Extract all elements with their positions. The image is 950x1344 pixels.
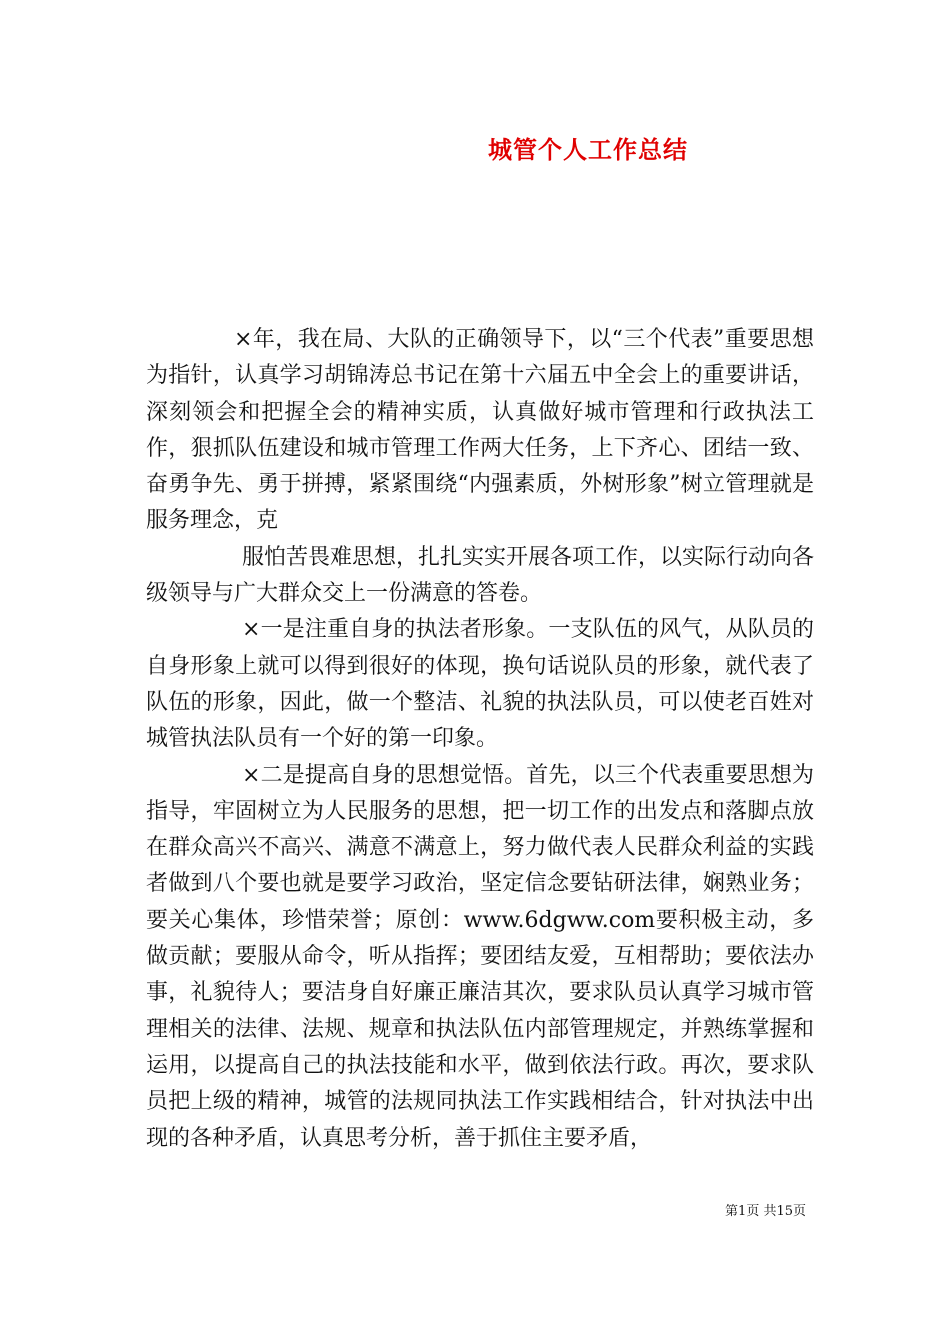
paragraph-intro: ×年，我在局、大队的正确领导下，以“三个代表”重要思想为指针，认真学习胡锦涛总书记在第十六届五中全会上的重要讲话，深刻领会和把握全会的精神实质，认真做好城市管理和行政执法工作，狠抓队伍建设和城市管理工作两大任务，上下齐心、团结一致、奋勇争先、勇于拼搏，紧紧围绕“内强素质，外树形象”树立管理就是服务理念，克 bbox=[146, 327, 814, 534]
document-body bbox=[146, 322, 814, 1157]
paragraph-point-one: ×一是注重自身的执法者形象。一支队伍的风气，从队员的自身形象上就可以得到很好的体现，换句话说队员的形象，就代表了队伍的形象，因此，做一个整洁、礼貌的执法队员，可以使老百姓对城管执法队员有一个好的第一印象。 bbox=[146, 617, 814, 752]
document-title: 城管个人工作总结 bbox=[488, 135, 688, 164]
page-number-footer: 第1页 共15页 bbox=[725, 1204, 806, 1219]
paragraph-continuation: 服怕苦畏难思想，扎扎实实开展各项工作，以实际行动向各级领导与广大群众交上一份满意的答卷。 bbox=[146, 544, 815, 607]
paragraph-point-two: ×二是提高自身的思想觉悟。首先，以三个代表重要思想为指导，牢固树立为人民服务的思想，把一切工作的出发点和落脚点放在群众高兴不高兴、满意不满意上，努力做代表人民群众利益的实践者做到八个要也就是要学习政治，坚定信念要钻研法律，娴熟业务；要关心集体，珍惜荣誉；原创：www.6dgww.com要积极主动，多做贡献；要服从命令，听从指挥；要团结友爱，互相帮助；要依法办事，礼貌待人；要洁身自好廉正廉洁其次，要求队员认真学习城市管理相关的法律、法规、规章和执法队伍内部管理规定，并熟练掌握和运用，以提高自己的执法技能和水平，做到依法行政。再次，要求队员把上级的精神，城管的法规同执法工作实践相结合，针对执法中出现的各种矛盾，认真思考分析，善于抓住主要矛盾， bbox=[146, 762, 814, 1151]
